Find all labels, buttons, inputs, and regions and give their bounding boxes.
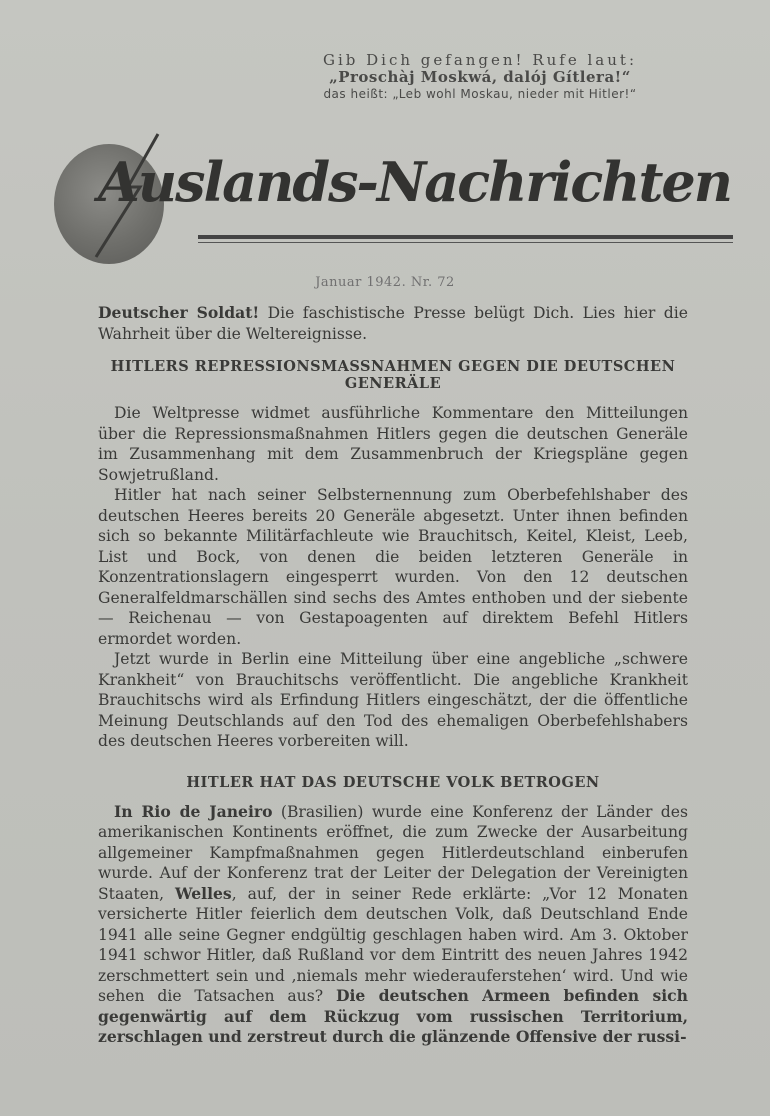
article1-paragraph-3: Jetzt wurde in Berlin eine Mitteilung über eine angebliche „schwere Krankheit“ von Brauchitschs veröffentlicht. Die angebliche Krankheit Brauchitschs wird als Erfindung Hitlers eingeschätzt, der die öffentliche Meinung Deutschlands auf den Tod des ehemaligen Oberbefehlshabers des deutschen Heeres vorbereiten will.: [98, 650, 688, 750]
article2-paragraph: [98, 802, 688, 1048]
article2-text-1: (Brasilien) wurde eine Konferenz der Länder des amerikanischen Kontinents eröffnet, die zum Zwecke der Ausarbeitung allgemeiner Kampfmaßnahmen gegen Hitlerdeutschland einberufen wurde. Auf der Konferenz trat der Leiter der Delegation der Vereinigten Staaten,: [98, 802, 688, 903]
headline-2: HITLER HAT DAS DEUTSCHE VOLK BETROGEN: [186, 773, 600, 791]
masthead-rule-thin: [198, 242, 733, 243]
article1-paragraph-2: Hitler hat nach seiner Selbsternennung zum Oberbefehlshaber des deutschen Heeres bereits 20 Generäle abgesetzt. Unter ihnen befinden sich so bekannte Militärfachleute wie Brauchitsch, Keitel, Kleist, Leeb, List und Bock, von denen die beiden letzteren Generäle in Konzentrationslagern eingesperrt wurden. Von den 12 deutschen Generalfeldmarschällen sind sechs des Amtes enthoben und der siebente — Reichenau — von Gestapoagenten auf direktem Befehl Hitlers ermordet worden.: [98, 486, 688, 648]
header-slogan: [240, 52, 720, 103]
headline-1: HITLERS REPRESSIONSMASSNAHMEN GEGEN DIE DEUTSCHEN GENERÄLE: [110, 358, 676, 392]
masthead: [48, 132, 738, 267]
masthead-rule: [198, 235, 733, 239]
intro-bold: Deutscher Soldat!: [98, 303, 260, 322]
article-body: [98, 303, 688, 1048]
article1-paragraph-1: Die Weltpresse widmet ausführliche Kommentare den Mitteilungen über die Repressionsmaßnahmen Hitlers gegen die deutschen Generäle im Zusammenhang mit dem Zusammenbruch der Kriegspläne gegen Sowjetrußland.: [98, 404, 688, 484]
slogan-line-3: das heißt: „Leb wohl Moskau, nieder mit Hitler!“: [323, 87, 637, 101]
article2-bold-end: Die deutschen Armeen befinden sich gegenwärtig auf dem Rückzug vom russischen Territorium, zerschlagen und zerstreut durch die glänzende Offensive der russi-: [98, 986, 689, 1046]
masthead-title: Auslands-Nachrichten: [98, 150, 732, 214]
article2-bold-start: In Rio de Janeiro: [114, 801, 273, 821]
slogan-line-1: Gib Dich gefangen! Rufe laut:: [322, 51, 637, 69]
slogan-line-2: „Proschàj Moskwá, dalój Gítlera!“: [329, 68, 631, 86]
article2-bold-welles: Welles: [174, 883, 232, 903]
intro-paragraph: [98, 303, 688, 344]
issue-date: Januar 1942. Nr. 72: [315, 275, 455, 290]
intro-text: Die faschistische Presse belügt Dich. Lies hier die Wahrheit über die Weltereignisse.: [98, 304, 688, 343]
article2-text-2: , auf, der in seiner Rede erklärte: „Vor 12 Monaten versicherte Hitler feierlich dem deutschen Volk, daß Deutschland Ende 1941 alle seine Gegner endgültig geschlagen haben wird. Am 3. Oktober 1941 schwor Hitler, daß Rußland vor dem Eintritt des neuen Jahres 1942 zerschmettert sein und ‚niemals mehr wiederauferstehen‘ wird. Und wie sehen die Tatsachen aus?: [98, 884, 688, 1005]
